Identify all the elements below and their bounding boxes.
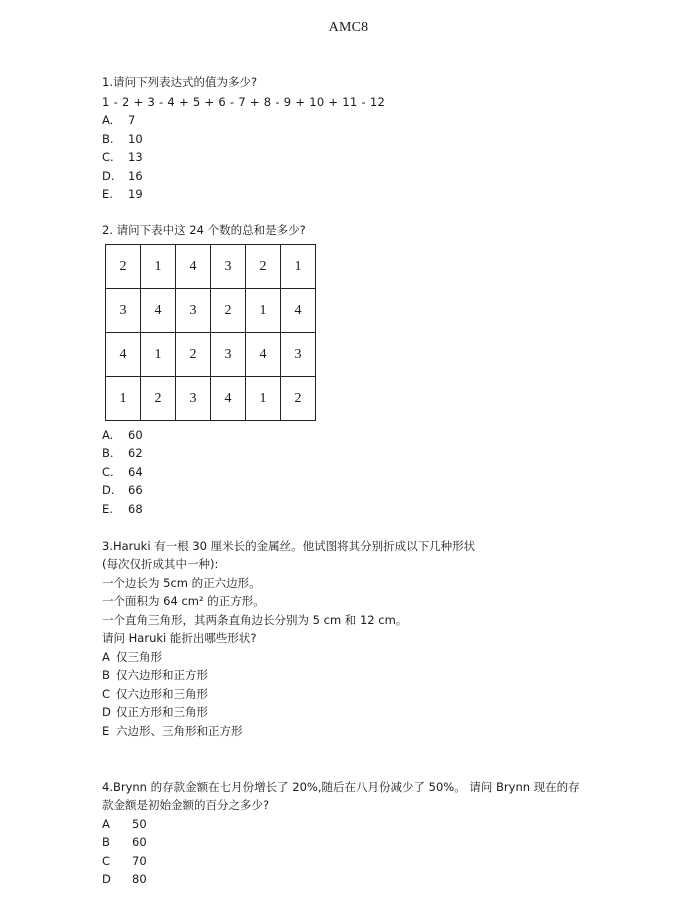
grid-cell: 4 xyxy=(106,333,141,377)
q1-option-a[interactable] xyxy=(102,113,135,128)
q2-option-letter: A. xyxy=(102,428,114,442)
q2-option-letter: B. xyxy=(102,446,114,460)
grid-cell: 3 xyxy=(176,377,211,421)
q3-option-value: 仅三角形 xyxy=(116,650,162,664)
q3-option-c[interactable] xyxy=(102,687,208,702)
q4-option-letter: A xyxy=(102,817,110,831)
q1-option-value: 19 xyxy=(128,187,143,201)
q1-option-c[interactable] xyxy=(102,150,143,165)
q3-question: 请问 Haruki 能折出哪些形状? xyxy=(102,631,257,645)
q2-option-value: 64 xyxy=(128,465,143,479)
grid-cell: 1 xyxy=(141,245,176,289)
q3-option-letter: B xyxy=(102,668,110,682)
grid-cell: 1 xyxy=(246,289,281,333)
q1-option-d[interactable] xyxy=(102,169,143,184)
grid-cell: 2 xyxy=(141,377,176,421)
grid-cell: 2 xyxy=(211,289,246,333)
q4-option-value: 60 xyxy=(132,835,147,849)
q1-expression: 1 - 2 + 3 - 4 + 5 + 6 - 7 + 8 - 9 + 10 + 11 - 12 xyxy=(102,95,386,109)
q2-option-d[interactable] xyxy=(102,483,143,498)
q3-option-a[interactable] xyxy=(102,650,162,665)
grid-cell: 4 xyxy=(211,377,246,421)
q2-option-value: 66 xyxy=(128,483,143,497)
grid-cell: 3 xyxy=(106,289,141,333)
q3-shape-triangle: 一个直角三角形，其两条直角边长分别为 5 cm 和 12 cm。 xyxy=(102,613,408,627)
q2-prompt: 2. 请问下表中这 24 个数的总和是多少? xyxy=(102,223,306,237)
q2-option-c[interactable] xyxy=(102,465,143,480)
q3-option-letter: A xyxy=(102,650,110,664)
q2-option-letter: D. xyxy=(102,483,115,497)
grid-cell: 4 xyxy=(281,289,316,333)
grid-cell: 2 xyxy=(106,245,141,289)
q2-option-a[interactable] xyxy=(102,428,143,443)
q1-option-e[interactable] xyxy=(102,187,143,202)
q1-option-letter: B. xyxy=(102,132,114,146)
q4-prompt-line1: 4.Brynn 的存款金额在七月份增长了 20%,随后在八月份减少了 50%。 请问 Brynn 现在的存 xyxy=(102,780,580,794)
q4-option-a[interactable] xyxy=(102,817,147,832)
q1-option-value: 7 xyxy=(128,113,136,127)
grid-cell: 1 xyxy=(141,333,176,377)
grid-cell: 1 xyxy=(106,377,141,421)
q3-option-value: 仅正方形和三角形 xyxy=(116,705,208,719)
q2-number-grid xyxy=(105,244,316,421)
grid-cell: 2 xyxy=(281,377,316,421)
q4-option-letter: B xyxy=(102,835,110,849)
grid-cell: 4 xyxy=(141,289,176,333)
q1-option-value: 10 xyxy=(128,132,143,146)
q4-option-value: 70 xyxy=(132,854,147,868)
q4-option-value: 80 xyxy=(132,872,147,886)
q1-option-letter: E. xyxy=(102,187,113,201)
grid-cell: 1 xyxy=(281,245,316,289)
q3-option-d[interactable] xyxy=(102,705,208,720)
q3-option-b[interactable] xyxy=(102,668,208,683)
q3-prompt: 3.Haruki 有一根 30 厘米长的金属丝。他试图将其分别折成以下几种形状 xyxy=(102,539,476,553)
table-row xyxy=(106,377,316,421)
q3-option-e[interactable] xyxy=(102,724,243,739)
grid-cell: 1 xyxy=(246,377,281,421)
grid-cell: 3 xyxy=(211,245,246,289)
q4-option-b[interactable] xyxy=(102,835,147,850)
q4-option-value: 50 xyxy=(132,817,147,831)
q2-option-value: 68 xyxy=(128,502,143,516)
table-row xyxy=(106,245,316,289)
grid-cell: 4 xyxy=(176,245,211,289)
q2-option-letter: E. xyxy=(102,502,113,516)
q1-option-value: 13 xyxy=(128,150,143,164)
grid-cell: 3 xyxy=(281,333,316,377)
q1-option-letter: C. xyxy=(102,150,114,164)
q3-option-value: 六边形、三角形和正方形 xyxy=(116,724,243,738)
q1-option-letter: A. xyxy=(102,113,114,127)
grid-cell: 3 xyxy=(176,289,211,333)
q3-option-value: 仅六边形和正方形 xyxy=(116,668,208,682)
q4-option-d[interactable] xyxy=(102,872,147,887)
q2-option-value: 62 xyxy=(128,446,143,460)
q1-option-b[interactable] xyxy=(102,132,143,147)
q2-option-value: 60 xyxy=(128,428,143,442)
q4-option-c[interactable] xyxy=(102,854,147,869)
q1-prompt: 1.请问下列表达式的值为多少? xyxy=(102,75,258,89)
q2-option-b[interactable] xyxy=(102,446,143,461)
grid-cell: 2 xyxy=(246,245,281,289)
q3-shape-hexagon: 一个边长为 5cm 的正六边形。 xyxy=(102,576,261,590)
grid-cell: 2 xyxy=(176,333,211,377)
grid-cell: 3 xyxy=(211,333,246,377)
table-row xyxy=(106,289,316,333)
q3-note: (每次仅折成其中一种): xyxy=(102,557,219,571)
q4-prompt-line2: 款金额是初始金额的百分之多少? xyxy=(102,798,270,812)
q3-option-letter: C xyxy=(102,687,111,701)
q3-option-value: 仅六边形和三角形 xyxy=(116,687,208,701)
q3-option-letter: E xyxy=(102,724,110,738)
q1-option-letter: D. xyxy=(102,169,115,183)
q3-shape-square: 一个面积为 64 cm² 的正方形。 xyxy=(102,594,265,608)
q2-option-letter: C. xyxy=(102,465,114,479)
q4-option-letter: D xyxy=(102,872,111,886)
grid-cell: 4 xyxy=(246,333,281,377)
q4-option-letter: C xyxy=(102,854,111,868)
q3-option-letter: D xyxy=(102,705,111,719)
q1-option-value: 16 xyxy=(128,169,143,183)
page-header-title: AMC8 xyxy=(328,20,369,35)
q2-option-e[interactable] xyxy=(102,502,143,517)
table-row xyxy=(106,333,316,377)
